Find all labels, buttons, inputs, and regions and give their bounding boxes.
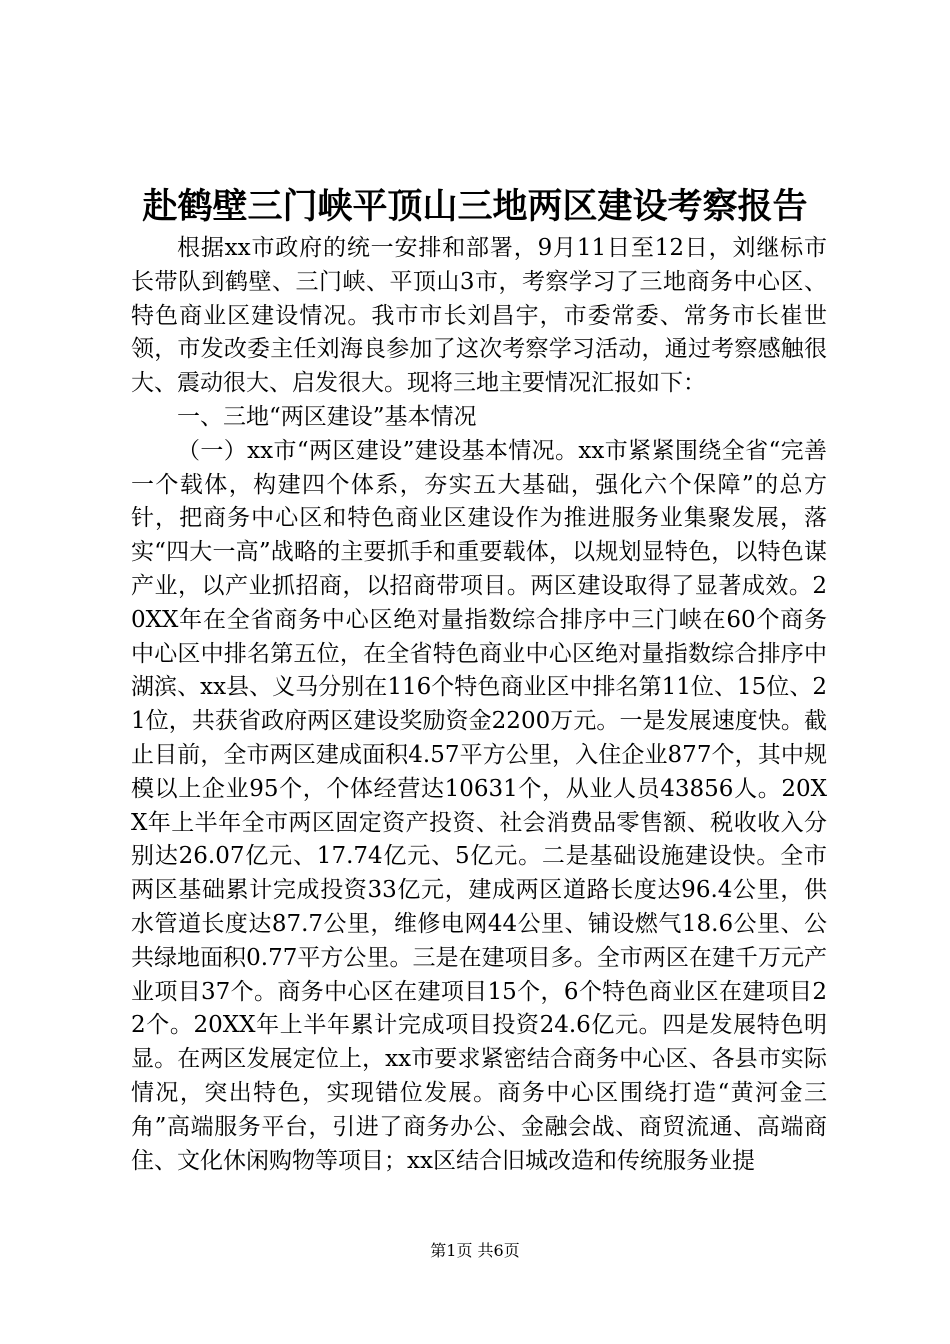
page-title: 赴鹤壁三门峡平顶山三地两区建设考察报告 bbox=[142, 186, 808, 227]
document-body bbox=[131, 232, 827, 1178]
paragraph-intro: 根据xx市政府的统一安排和部署，9月11日至12日，刘继标市长带队到鹤壁、三门峡、平顶山3市，考察学习了三地商务中心区、特色商业区建设情况。我市市长刘昌宇，市委常委、常务市长崔世领，市发改委主任刘海良参加了这次考察学习活动，通过考察感触很大、震动很大、启发很大。现将三地主要情况汇报如下： bbox=[131, 235, 827, 397]
page-footer: 第1页 共6页 bbox=[430, 1241, 520, 1260]
paragraph-section-1: （一）xx市“两区建设”建设基本情况。xx市紧紧围绕全省“完善一个载体，构建四个体系，夯实五大基础，强化六个保障”的总方针，把商务中心区和特色商业区建设作为推进服务业集聚发展，落实“四大一高”战略的主要抓手和重要载体，以规划显特色，以特色谋产业，以产业抓招商，以招商带项目。两区建设取得了显著成效。20XX年在全省商务中心区绝对量指数综合排序中三门峡在60个商务中心区中排名第五位，在全省特色商业中心区绝对量指数综合排序中湖滨、xx县、义马分别在116个特色商业区中排名第11位、15位、21位，共获省政府两区建设奖励资金2200万元。一是发展速度快。截止目前，全市两区建成面积4.57平方公里，入住企业877个，其中规模以上企业95个，个体经营达10631个，从业人员43856人。20XX年上半年全市两区固定资产投资、社会消费品零售额、税收收入分别达26.07亿元、17.74亿元、5亿元。二是基础设施建设快。全市两区基础累计完成投资33亿元，建成两区道路长度达96.4公里，供水管道长度达87.7公里，维修电网44公里、铺设燃气18.6公里、公共绿地面积0.77平方公里。三是在建项目多。全市两区在建千万元产业项目37个。商务中心区在建项目15个，6个特色商业区在建项目22个。20XX年上半年累计完成项目投资24.6亿元。四是发展特色明显。在两区发展定位上，xx市要求紧密结合商务中心区、各县市实际情况，突出特色，实现错位发展。商务中心区围绕打造“黄河金三角”高端服务平台，引进了商务办公、金融会战、商贸流通、高端商住、文化休闲购物等项目；xx区结合旧城改造和传统服务业提 bbox=[131, 437, 827, 1174]
section-heading: 一、三地“两区建设”基本情况 bbox=[177, 403, 477, 430]
